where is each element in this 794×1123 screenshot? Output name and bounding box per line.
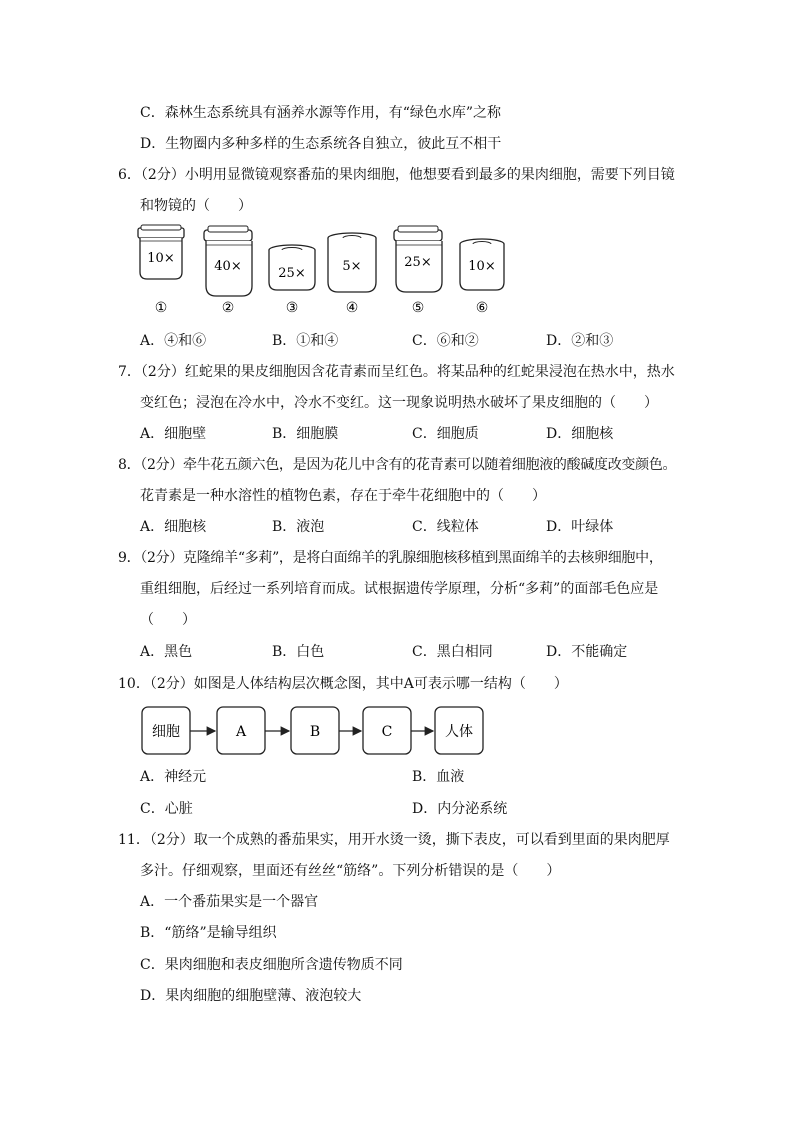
q6-option-c[interactable]: C．⑥和② [412, 333, 479, 349]
q5-option-c: C．森林生态系统具有涵养水源等作用，有“绿色水库”之称 [140, 105, 502, 121]
lens-2 [204, 226, 252, 316]
q6-stem-line2: 和物镜的（ ） [140, 198, 252, 214]
q7-option-c[interactable]: C．细胞质 [412, 426, 479, 442]
q9-option-d[interactable]: D．不能确定 [546, 644, 628, 660]
q8-option-b[interactable]: B．液泡 [272, 519, 325, 535]
svg-text:人体: 人体 [445, 724, 473, 740]
svg-text:C: C [381, 724, 393, 740]
q8-stem-line2: 花青素是一种水溶性的植物色素，存在于牵牛花细胞中的（ ） [140, 488, 546, 504]
lens-5-mag: 25× [404, 255, 432, 270]
q10-option-d[interactable]: D．内分泌系统 [412, 801, 508, 817]
q11-option-a[interactable]: A．一个番茄果实是一个器官 [140, 894, 319, 910]
q6-option-b[interactable]: B．①和④ [272, 333, 339, 349]
q6-stem-line1: 6．（2分）小明用显微镜观察番茄的果肉细胞，他想要看到最多的果肉细胞，需要下列目镜 [118, 167, 675, 183]
q11-option-c[interactable]: C．果肉细胞和表皮细胞所含遗传物质不同 [140, 957, 403, 973]
concept-map-figure [140, 704, 490, 758]
q11-stem-line2: 多汁。仔细观察，里面还有丝丝“筋络”。下列分析错误的是（ ） [140, 863, 561, 879]
q7-stem-line2: 变红色；浸泡在冷水中，冷水不变红。这一现象说明热水破坏了果皮细胞的（ ） [140, 395, 658, 411]
q10-stem-line1: 10．（2分）如图是人体结构层次概念图，其中A可表示哪一结构（ ） [118, 676, 568, 692]
lens-3 [269, 245, 315, 316]
q10-option-b[interactable]: B．血液 [412, 769, 465, 785]
lens-6 [460, 239, 504, 316]
q10-option-c[interactable]: C．心脏 [140, 801, 193, 817]
microscope-lenses-figure [120, 222, 520, 322]
lens-3-mag: 25× [278, 266, 306, 281]
q8-option-a[interactable]: A．细胞核 [140, 519, 207, 535]
svg-text:细胞: 细胞 [152, 724, 180, 740]
q7-option-d[interactable]: D．细胞核 [546, 426, 614, 442]
svg-text:A: A [235, 724, 247, 740]
concept-box-c [363, 707, 411, 754]
lens-4-num: ④ [345, 300, 359, 316]
q9-stem-line2: 重组细胞，后经过一系列培育而成。试根据遗传学原理，分析“多莉”的面部毛色应是 [140, 581, 659, 597]
q7-option-a[interactable]: A．细胞壁 [140, 426, 207, 442]
q10-option-a[interactable]: A．神经元 [140, 769, 207, 785]
q8-option-d[interactable]: D．叶绿体 [546, 519, 614, 535]
lens-2-mag: 40× [214, 259, 242, 274]
q7-stem-line1: 7．（2分）红蛇果的果皮细胞因含花青素而呈红色。将某品种的红蛇果浸泡在热水中，热水 [118, 364, 675, 380]
concept-box-human [435, 707, 483, 754]
lens-4-mag: 5× [342, 259, 362, 274]
q6-option-a[interactable]: A．④和⑥ [140, 333, 207, 349]
lens-2-num: ② [221, 300, 235, 316]
lens-3-num: ③ [285, 300, 299, 316]
concept-box-b [291, 707, 339, 754]
q6-option-d[interactable]: D．②和③ [546, 333, 614, 349]
q8-stem-line1: 8．（2分）牵牛花五颜六色，是因为花儿中含有的花青素可以随着细胞液的酸碱度改变颜色。 [118, 457, 677, 473]
q8-option-c[interactable]: C．线粒体 [412, 519, 479, 535]
lens-5-num: ⑤ [411, 300, 425, 316]
q9-stem-line3: （ ） [140, 612, 196, 628]
concept-box-cell [142, 707, 190, 754]
q11-option-d[interactable]: D．果肉细胞的细胞壁薄、液泡较大 [140, 988, 362, 1004]
q5-option-d: D．生物圈内多种多样的生态系统各自独立，彼此互不相干 [140, 136, 502, 152]
q11-option-b[interactable]: B．“筋络”是输导组织 [140, 925, 277, 941]
lens-4 [328, 233, 376, 316]
lens-1-mag: 10× [147, 251, 175, 266]
lens-6-num: ⑥ [475, 300, 489, 316]
q11-stem-line1: 11．（2分）取一个成熟的番茄果实，用开水烫一烫，撕下表皮，可以看到里面的果肉肥厚 [118, 832, 670, 848]
q9-option-c[interactable]: C．黑白相同 [412, 644, 493, 660]
lens-6-mag: 10× [468, 259, 496, 274]
q9-option-a[interactable]: A．黑色 [140, 644, 193, 660]
q9-option-b[interactable]: B．白色 [272, 644, 325, 660]
concept-box-a [217, 707, 265, 754]
lens-1-num: ① [154, 300, 168, 316]
lens-1 [138, 225, 184, 316]
lens-5 [394, 226, 442, 316]
q7-option-b[interactable]: B．细胞膜 [272, 426, 339, 442]
svg-text:B: B [309, 724, 321, 740]
q9-stem-line1: 9．（2分）克隆绵羊“多莉”，是将白面绵羊的乳腺细胞核移植到黑面绵羊的去核卵细胞中， [118, 550, 663, 566]
